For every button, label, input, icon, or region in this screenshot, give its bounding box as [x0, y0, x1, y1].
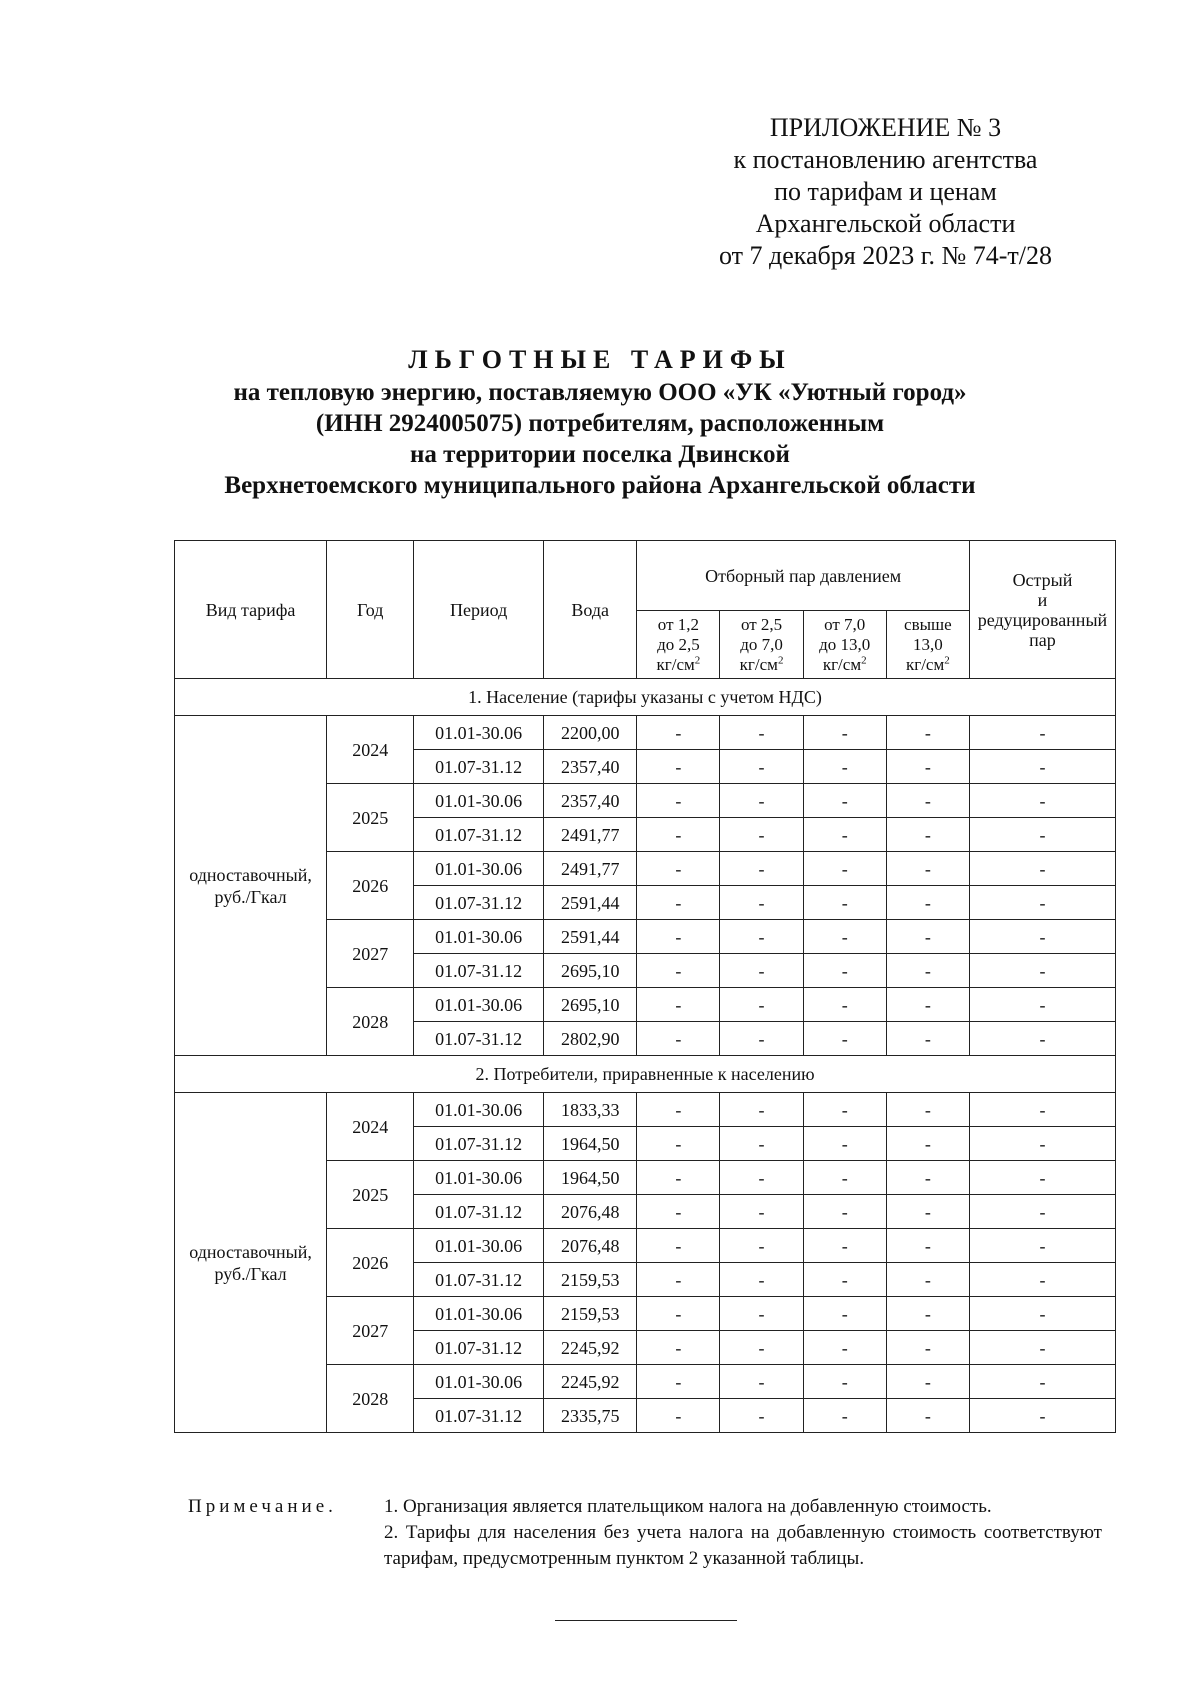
table-row [175, 1093, 1116, 1127]
tariff-type-line: руб./Гкал [214, 1263, 287, 1284]
steam-1-cell: - [637, 1297, 720, 1331]
sharp-steam-cell: - [969, 1022, 1115, 1056]
water-cell: 2695,10 [544, 954, 637, 988]
water-cell: 2491,77 [544, 852, 637, 886]
header-period: Период [414, 541, 544, 679]
year-cell: 2028 [327, 1365, 414, 1433]
steam-3-cell: - [803, 1365, 886, 1399]
water-cell: 2076,48 [544, 1229, 637, 1263]
steam-2-cell: - [720, 1127, 803, 1161]
steam-3-cell: - [803, 1161, 886, 1195]
sharp-steam-cell: - [969, 886, 1115, 920]
steam-2-cell: - [720, 1399, 803, 1433]
steam-2-cell: - [720, 750, 803, 784]
steam-4-cell: - [886, 1365, 969, 1399]
steam-3-cell: - [803, 1022, 886, 1056]
sharp-steam-cell: - [969, 1399, 1115, 1433]
steam-1-cell: - [637, 1229, 720, 1263]
steam-4-cell: - [886, 954, 969, 988]
appendix-block [719, 112, 1052, 272]
header-sharp-line: и [1037, 589, 1048, 610]
sharp-steam-cell: - [969, 784, 1115, 818]
tariff-type-line: одноставочный, [189, 864, 312, 885]
document-title [0, 344, 1200, 501]
period-cell: 01.07-31.12 [414, 1331, 544, 1365]
steam-line: от 2,5 [740, 614, 783, 634]
year-cell: 2024 [327, 1093, 414, 1161]
steam-2-cell: - [720, 1297, 803, 1331]
steam-1-cell: - [637, 1399, 720, 1433]
header-steam-group: Отборный пар давлением [637, 541, 970, 611]
steam-3-cell: - [803, 954, 886, 988]
year-cell: 2026 [327, 1229, 414, 1297]
year-cell: 2024 [327, 716, 414, 784]
water-cell: 2245,92 [544, 1365, 637, 1399]
appendix-number: ПРИЛОЖЕНИЕ № 3 [769, 113, 1002, 142]
note-items [384, 1494, 1102, 1572]
steam-2-cell: - [720, 784, 803, 818]
year-cell: 2025 [327, 1161, 414, 1229]
steam-1-cell: - [637, 886, 720, 920]
water-cell: 2802,90 [544, 1022, 637, 1056]
water-cell: 1833,33 [544, 1093, 637, 1127]
header-year: Год [327, 541, 414, 679]
steam-3-cell: - [803, 784, 886, 818]
period-cell: 01.01-30.06 [414, 1093, 544, 1127]
steam-3-cell: - [803, 818, 886, 852]
header-steam-3 [803, 611, 886, 679]
tariff-type-line: руб./Гкал [214, 886, 287, 907]
period-cell: 01.01-30.06 [414, 920, 544, 954]
steam-3-cell: - [803, 920, 886, 954]
steam-1-cell: - [637, 1093, 720, 1127]
steam-2-cell: - [720, 920, 803, 954]
sharp-steam-cell: - [969, 1195, 1115, 1229]
bottom-divider [555, 1620, 737, 1621]
steam-1-cell: - [637, 1127, 720, 1161]
steam-1-cell: - [637, 716, 720, 750]
sharp-steam-cell: - [969, 852, 1115, 886]
steam-3-cell: - [803, 1127, 886, 1161]
steam-2-cell: - [720, 818, 803, 852]
period-cell: 01.07-31.12 [414, 1127, 544, 1161]
tariff-table [174, 540, 1116, 1433]
year-cell: 2026 [327, 852, 414, 920]
note-item: 2. Тарифы для населения без учета налога на добавленную стоимость соответствуют тарифам, предусмотренным пунктом 2 указанной таблицы. [384, 1522, 1102, 1569]
steam-1-cell: - [637, 852, 720, 886]
water-cell: 2591,44 [544, 886, 637, 920]
period-cell: 01.07-31.12 [414, 1022, 544, 1056]
sharp-steam-cell: - [969, 1229, 1115, 1263]
steam-3-cell: - [803, 1399, 886, 1433]
sharp-steam-cell: - [969, 750, 1115, 784]
water-cell: 1964,50 [544, 1161, 637, 1195]
steam-3-cell: - [803, 852, 886, 886]
table-row [175, 716, 1116, 750]
period-cell: 01.01-30.06 [414, 1161, 544, 1195]
steam-unit: $кг/см^2$ [739, 653, 784, 674]
steam-3-cell: - [803, 1297, 886, 1331]
title-line: на территории поселка Двинской [410, 441, 790, 468]
water-cell: 2695,10 [544, 988, 637, 1022]
steam-4-cell: - [886, 988, 969, 1022]
steam-4-cell: - [886, 1263, 969, 1297]
period-cell: 01.01-30.06 [414, 716, 544, 750]
steam-4-cell: - [886, 1229, 969, 1263]
steam-1-cell: - [637, 988, 720, 1022]
steam-4-cell: - [886, 1161, 969, 1195]
steam-line: до 2,5 [657, 634, 700, 654]
water-cell: 2076,48 [544, 1195, 637, 1229]
steam-1-cell: - [637, 1365, 720, 1399]
steam-1-cell: - [637, 784, 720, 818]
water-cell: 2491,77 [544, 818, 637, 852]
year-cell: 2028 [327, 988, 414, 1056]
steam-2-cell: - [720, 1022, 803, 1056]
period-cell: 01.07-31.12 [414, 818, 544, 852]
sharp-steam-cell: - [969, 1297, 1115, 1331]
steam-4-cell: - [886, 1399, 969, 1433]
steam-3-cell: - [803, 716, 886, 750]
period-cell: 01.07-31.12 [414, 1263, 544, 1297]
header-sharp-line: пар [1029, 629, 1056, 650]
table-body [175, 679, 1116, 1433]
steam-2-cell: - [720, 716, 803, 750]
water-cell: 2200,00 [544, 716, 637, 750]
period-cell: 01.07-31.12 [414, 750, 544, 784]
header-water: Вода [544, 541, 637, 679]
water-cell: 2335,75 [544, 1399, 637, 1433]
steam-4-cell: - [886, 1022, 969, 1056]
appendix-date: от 7 декабря 2023 г. № 74-т/28 [718, 241, 1052, 270]
steam-line: от 1,2 [657, 614, 700, 634]
steam-unit: $кг/см^2$ [656, 653, 701, 674]
section-row [175, 1056, 1116, 1093]
header-steam-1 [637, 611, 720, 679]
steam-3-cell: - [803, 1263, 886, 1297]
sharp-steam-cell: - [969, 1263, 1115, 1297]
appendix-line: Архангельской области [755, 209, 1016, 238]
section-title: 1. Население (тарифы указаны с учетом НДС) [175, 679, 1116, 716]
sharp-steam-cell: - [969, 1161, 1115, 1195]
title-line: на тепловую энергию, поставляемую ООО «УК «Уютный город» [233, 379, 967, 406]
steam-2-cell: - [720, 1263, 803, 1297]
sharp-steam-cell: - [969, 716, 1115, 750]
period-cell: 01.07-31.12 [414, 886, 544, 920]
sharp-steam-cell: - [969, 920, 1115, 954]
steam-4-cell: - [886, 1297, 969, 1331]
title-line: Верхнетоемского муниципального района Архангельской области [224, 472, 976, 499]
steam-4-cell: - [886, 1331, 969, 1365]
steam-unit: $кг/см^2$ [905, 653, 950, 674]
water-cell: 2357,40 [544, 784, 637, 818]
steam-4-cell: - [886, 1195, 969, 1229]
tariff-type-line: одноставочный, [189, 1241, 312, 1262]
header-sharp-steam [969, 541, 1115, 679]
period-cell: 01.01-30.06 [414, 988, 544, 1022]
period-cell: 01.01-30.06 [414, 852, 544, 886]
steam-4-cell: - [886, 818, 969, 852]
steam-2-cell: - [720, 852, 803, 886]
sharp-steam-cell: - [969, 1127, 1115, 1161]
sharp-steam-cell: - [969, 1365, 1115, 1399]
tariff-type-cell [175, 716, 327, 1056]
water-cell: 1964,50 [544, 1127, 637, 1161]
water-cell: 2591,44 [544, 920, 637, 954]
steam-4-cell: - [886, 886, 969, 920]
note-label: Примечание. [188, 1496, 337, 1517]
steam-2-cell: - [720, 1093, 803, 1127]
section-row [175, 679, 1116, 716]
water-cell: 2357,40 [544, 750, 637, 784]
steam-3-cell: - [803, 988, 886, 1022]
appendix-line: по тарифам и ценам [774, 177, 997, 206]
header-steam-4 [886, 611, 969, 679]
period-cell: 01.01-30.06 [414, 1297, 544, 1331]
steam-1-cell: - [637, 1195, 720, 1229]
steam-1-cell: - [637, 920, 720, 954]
steam-unit: $кг/см^2$ [822, 653, 867, 674]
appendix-line: к постановлению агентства [733, 145, 1038, 174]
section-title: 2. Потребители, приравненные к населению [175, 1056, 1116, 1093]
steam-3-cell: - [803, 1229, 886, 1263]
steam-2-cell: - [720, 954, 803, 988]
period-cell: 01.01-30.06 [414, 1229, 544, 1263]
header-sharp-line: Острый [1012, 569, 1073, 590]
steam-2-cell: - [720, 1229, 803, 1263]
period-cell: 01.07-31.12 [414, 1399, 544, 1433]
water-cell: 2159,53 [544, 1263, 637, 1297]
steam-3-cell: - [803, 1195, 886, 1229]
water-cell: 2159,53 [544, 1297, 637, 1331]
year-cell: 2025 [327, 784, 414, 852]
header-steam-2 [720, 611, 803, 679]
steam-1-cell: - [637, 1263, 720, 1297]
steam-4-cell: - [886, 1093, 969, 1127]
header-tariff-type: Вид тарифа [175, 541, 327, 679]
header-sharp-line: редуцированный [977, 609, 1108, 630]
sharp-steam-cell: - [969, 988, 1115, 1022]
note-item: 1. Организация является плательщиком налога на добавленную стоимость. [384, 1496, 992, 1517]
year-cell: 2027 [327, 920, 414, 988]
steam-1-cell: - [637, 1022, 720, 1056]
steam-3-cell: - [803, 1331, 886, 1365]
steam-line: до 13,0 [819, 634, 871, 654]
steam-1-cell: - [637, 750, 720, 784]
period-cell: 01.07-31.12 [414, 1195, 544, 1229]
steam-2-cell: - [720, 1365, 803, 1399]
period-cell: 01.01-30.06 [414, 784, 544, 818]
steam-line: до 7,0 [740, 634, 783, 654]
steam-3-cell: - [803, 750, 886, 784]
steam-4-cell: - [886, 784, 969, 818]
steam-4-cell: - [886, 852, 969, 886]
steam-1-cell: - [637, 954, 720, 988]
steam-3-cell: - [803, 1093, 886, 1127]
sharp-steam-cell: - [969, 818, 1115, 852]
steam-4-cell: - [886, 716, 969, 750]
steam-2-cell: - [720, 1331, 803, 1365]
title-line: (ИНН 2924005075) потребителям, расположенным [315, 410, 885, 437]
steam-2-cell: - [720, 1161, 803, 1195]
steam-1-cell: - [637, 1161, 720, 1195]
sharp-steam-cell: - [969, 1331, 1115, 1365]
steam-line: свыше [904, 614, 952, 634]
steam-line: от 7,0 [824, 614, 866, 634]
title-main: ЛЬГОТНЫЕ ТАРИФЫ [408, 345, 792, 374]
steam-1-cell: - [637, 1331, 720, 1365]
sharp-steam-cell: - [969, 1093, 1115, 1127]
tariff-type-cell [175, 1093, 327, 1433]
steam-4-cell: - [886, 750, 969, 784]
steam-2-cell: - [720, 1195, 803, 1229]
sharp-steam-cell: - [969, 954, 1115, 988]
period-cell: 01.07-31.12 [414, 954, 544, 988]
steam-3-cell: - [803, 886, 886, 920]
steam-2-cell: - [720, 886, 803, 920]
steam-2-cell: - [720, 988, 803, 1022]
year-cell: 2027 [327, 1297, 414, 1365]
steam-4-cell: - [886, 1127, 969, 1161]
steam-line: 13,0 [912, 634, 943, 654]
steam-1-cell: - [637, 818, 720, 852]
period-cell: 01.01-30.06 [414, 1365, 544, 1399]
water-cell: 2245,92 [544, 1331, 637, 1365]
steam-4-cell: - [886, 920, 969, 954]
